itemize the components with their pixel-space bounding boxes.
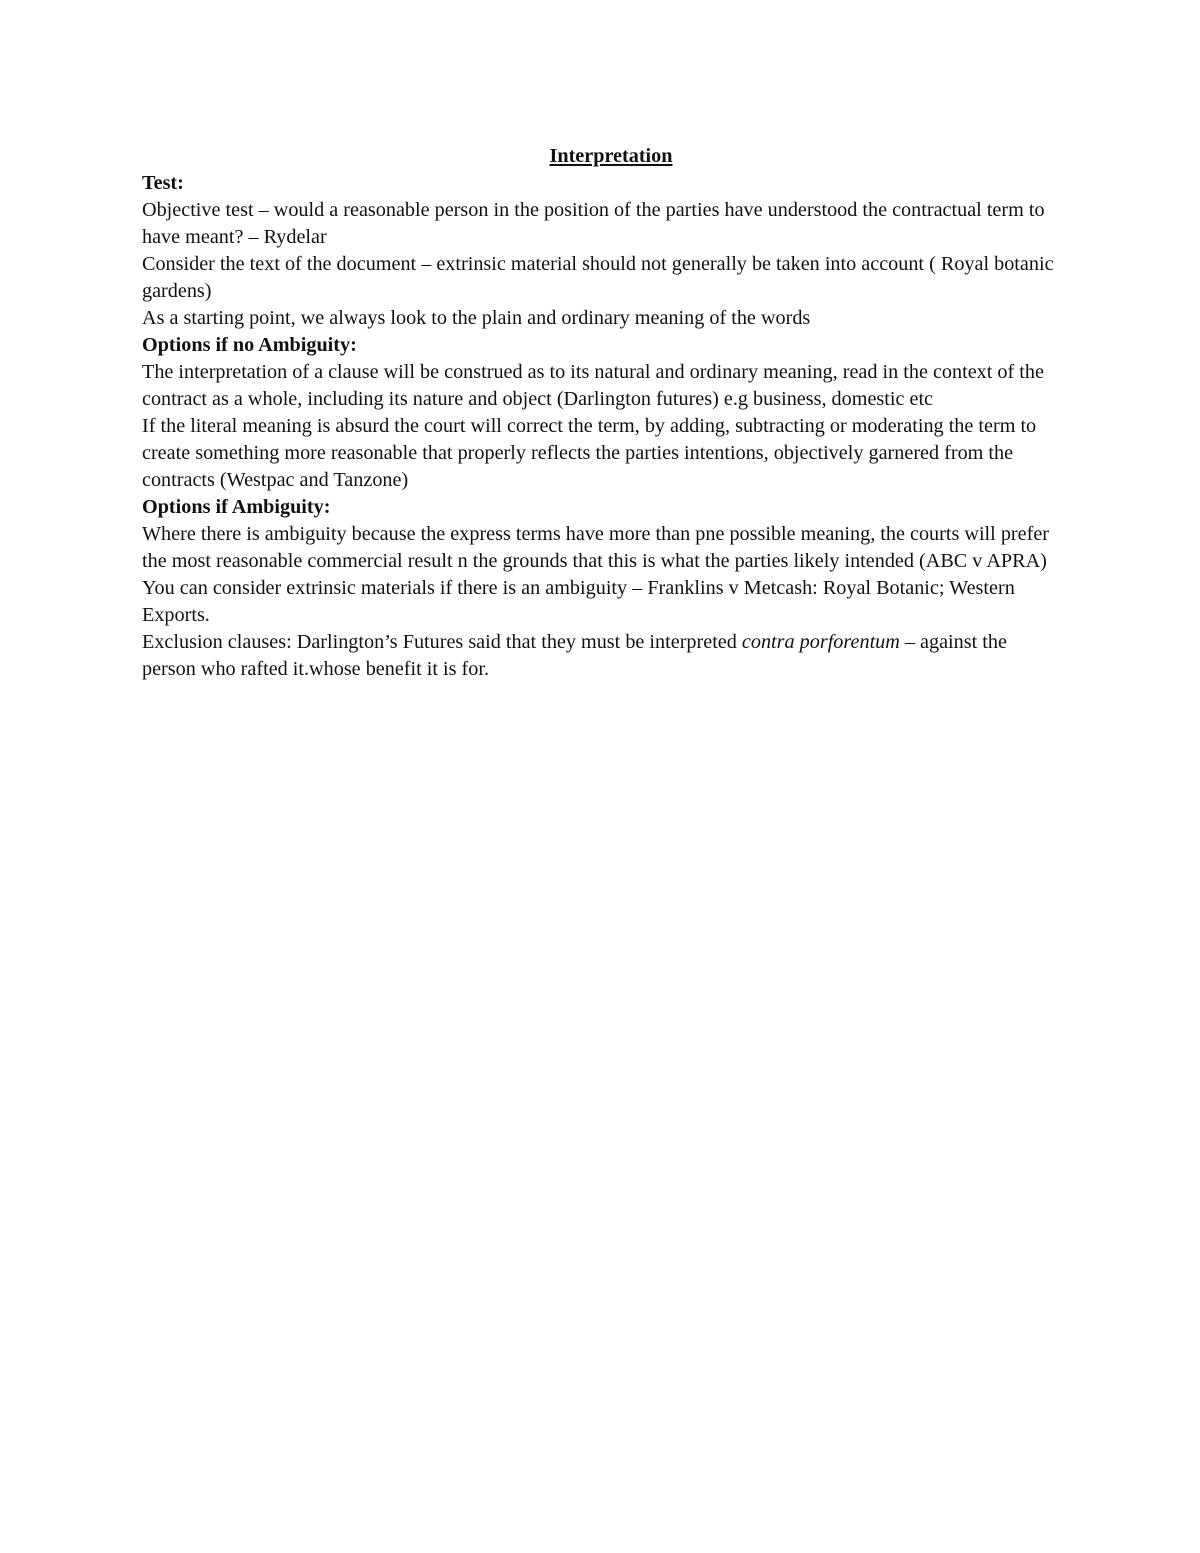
paragraph-document-text: Consider the text of the document – extrinsic material should not generally be taken into account ( Royal botanic gardens) [142, 253, 1054, 302]
exclusion-latin-term: contra porforentum [741, 631, 900, 653]
exclusion-text-after: – against the person who rafted it.whose benefit it is for. [142, 631, 1007, 680]
section-heading-test: Test: [142, 172, 184, 194]
paragraph-literal-meaning: If the literal meaning is absurd the court will correct the term, by adding, subtracting or moderating the term to create something more reasonable that properly reflects the parties intentions, objectively garnered from the contracts (Westpac and Tanzone) [142, 415, 1037, 491]
exclusion-text-before: Exclusion clauses: Darlington’s Futures said that they must be interpreted [142, 631, 742, 653]
paragraph-commercial-result: Where there is ambiguity because the express terms have more than pne possible meaning, the courts will prefer the most reasonable commercial result n the grounds that this is what the parties likely intended (ABC v APRA) [142, 523, 1050, 572]
document-title: Interpretation [549, 145, 673, 167]
paragraph-exclusion-clauses [142, 629, 1062, 683]
document-body [142, 143, 1062, 683]
section-heading-ambiguity: Options if Ambiguity: [142, 496, 331, 518]
paragraph-starting-point: As a starting point, we always look to the plain and ordinary meaning of the words [142, 307, 811, 329]
paragraph-natural-meaning: The interpretation of a clause will be construed as to its natural and ordinary meaning, read in the context of the contract as a whole, including its nature and object (Darlington futures) e.g business, domestic etc [142, 361, 1044, 410]
paragraph-objective-test: Objective test – would a reasonable person in the position of the parties have understood the contractual term to have meant? – Rydelar [142, 199, 1045, 248]
section-heading-no-ambiguity: Options if no Ambiguity: [142, 334, 357, 356]
paragraph-extrinsic-materials: You can consider extrinsic materials if there is an ambiguity – Franklins v Metcash: Royal Botanic; Western Exports. [142, 577, 1015, 626]
